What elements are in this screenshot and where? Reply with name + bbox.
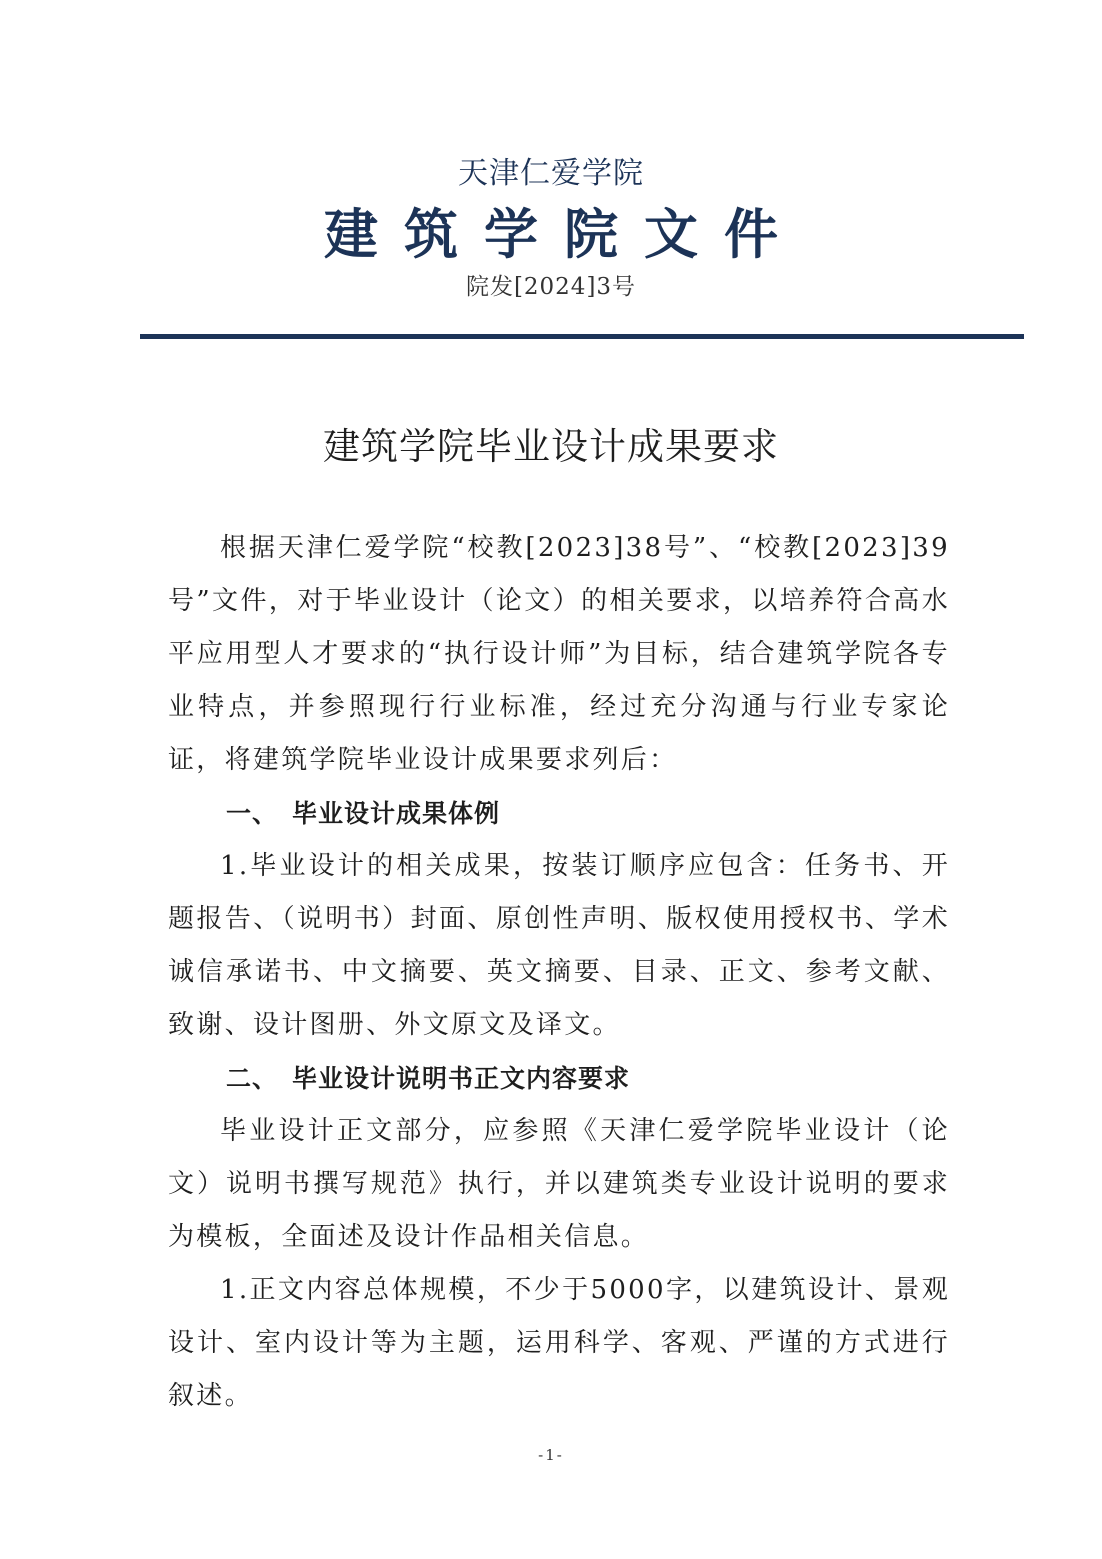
document-type-title: 建筑学院文件: [324, 203, 804, 266]
document-number: 院发[2024]3号: [465, 274, 637, 300]
section-heading-1: [168, 787, 950, 840]
section-number: 一、: [226, 799, 279, 828]
header-divider: [140, 334, 1024, 339]
intro-paragraph: 根据天津仁爱学院“校教[2023]38号”、“校教[2023]39号”文件，对于毕业设计（论文）的相关要求，以培养符合高水平应用型人才要求的“执行设计师”为目标，结合建筑学院各专业特点，并参照现行行业标准，经过充分沟通与行业专家论证，将建筑学院毕业设计成果要求列后：: [168, 533, 950, 775]
page-title: 建筑学院毕业设计成果要求: [323, 425, 779, 468]
section-title: 毕业设计成果体例: [292, 799, 501, 828]
section-number: 二、: [226, 1064, 279, 1093]
page-number: -1-: [538, 1446, 564, 1464]
section1-item1-paragraph: 1.毕业设计的相关成果，按装订顺序应包含：任务书、开题报告、（说明书）封面、原创性声明、版权使用授权书、学术诚信承诺书、中文摘要、英文摘要、目录、正文、参考文献、致谢、设计图册、外文原文及译文。: [168, 851, 950, 1040]
section2-item1-paragraph: 1.正文内容总体规模，不少于5000字，以建筑设计、景观设计、室内设计等为主题，运用科学、客观、严谨的方式进行叙述。: [168, 1275, 950, 1411]
section2-intro-paragraph: 毕业设计正文部分，应参照《天津仁爱学院毕业设计（论文）说明书撰写规范》执行，并以建筑类专业设计说明的要求为模板，全面述及设计作品相关信息。: [168, 1116, 950, 1252]
section-heading-2: [168, 1052, 950, 1105]
document-body: [168, 522, 950, 1423]
section-title: 毕业设计说明书正文内容要求: [292, 1064, 631, 1093]
school-name: 天津仁爱学院: [458, 156, 644, 191]
